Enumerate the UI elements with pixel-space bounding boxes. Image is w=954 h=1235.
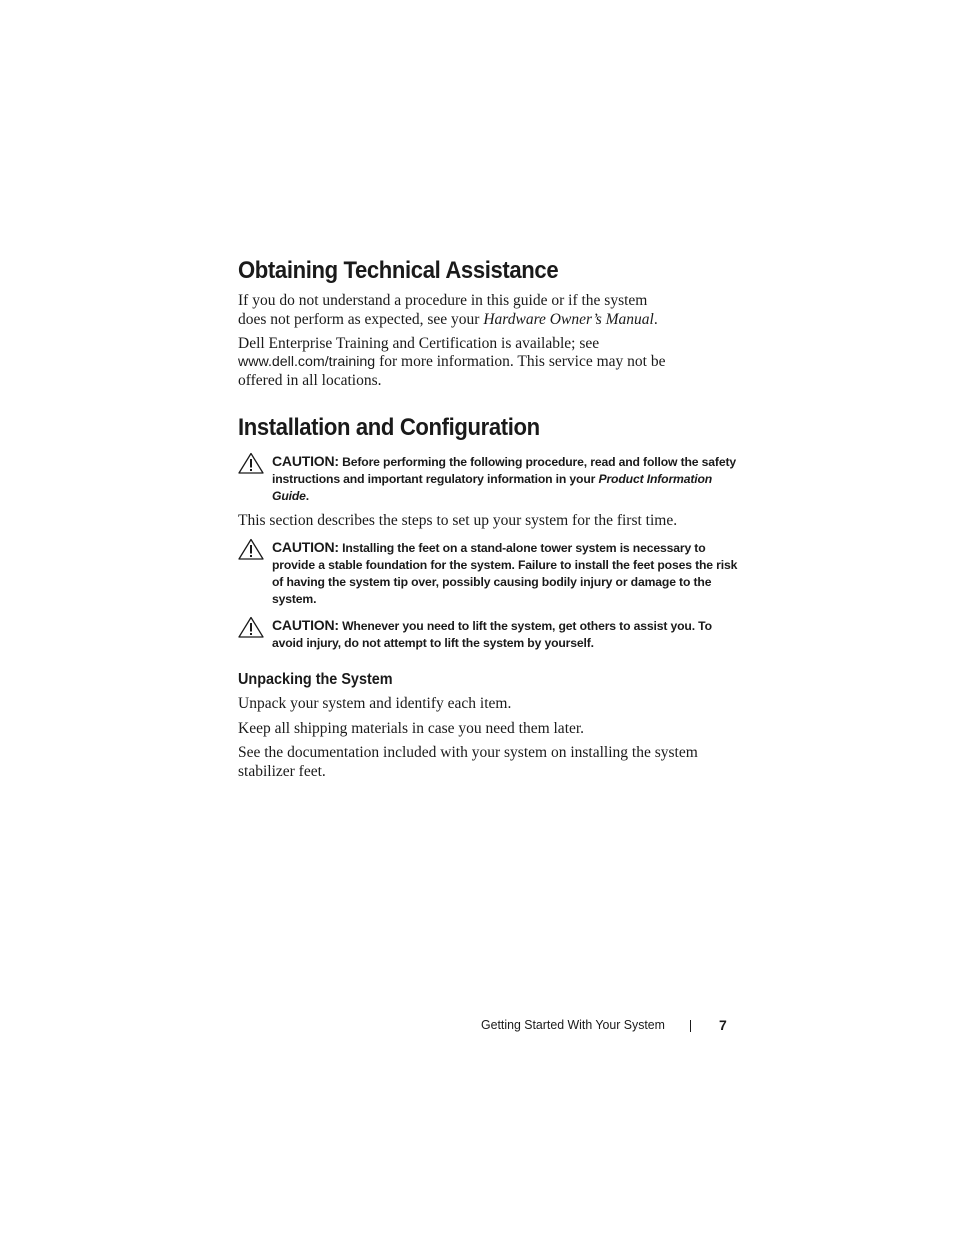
paragraph-owners-manual: [238, 292, 670, 330]
page-number: 7: [719, 1017, 727, 1033]
paragraph-unpack: Unpack your system and identify each item.: [238, 694, 512, 712]
paragraph-text: If you do not understand a procedure in this guide or if the system does not perform as expected, see your: [238, 292, 648, 328]
caution-end: .: [305, 488, 310, 503]
caution-stabilizer-feet: [238, 539, 738, 608]
paragraph-end: .: [653, 310, 658, 328]
caution-safety-instructions: [238, 453, 738, 505]
caution-text: Whenever you need to lift the system, get others to assist you. To avoid injury, do not attempt to lift the system by yourself.: [272, 618, 712, 650]
caution-label: CAUTION:: [272, 452, 339, 469]
caution-label: CAUTION:: [272, 616, 339, 633]
paragraph-keep-materials: Keep all shipping materials in case you need them later.: [238, 719, 585, 737]
warning-triangle-icon: [238, 538, 264, 560]
paragraph-setup-steps: This section describes the steps to set up your system for the first time.: [238, 511, 678, 529]
warning-triangle-icon: [238, 616, 264, 638]
paragraph-text: Dell Enterprise Training and Certification is available; see: [238, 334, 600, 352]
footer-separator: [690, 1020, 691, 1032]
guide-title: Product Information Guide: [272, 471, 713, 503]
paragraph-training: [238, 335, 670, 391]
subsection-title-unpacking: Unpacking the System: [238, 670, 393, 688]
page-content: [238, 253, 738, 782]
section-title-technical-assistance: Obtaining Technical Assistance: [238, 257, 559, 284]
paragraph-end: for more information. This service may not be offered in all locations.: [238, 353, 666, 390]
training-url: www.dell.com/training: [238, 354, 376, 371]
caution-text: Before performing the following procedure, read and follow the safety instructions and important regulatory information in your: [272, 454, 736, 486]
section-title-installation: Installation and Configuration: [238, 413, 540, 441]
paragraph-stabilizer-docs: See the documentation included with your system on installing the system stabilizer feet.: [238, 744, 698, 781]
footer-title: Getting Started With Your System: [481, 1017, 665, 1032]
warning-triangle-icon: [238, 452, 264, 474]
caution-label: CAUTION:: [272, 538, 339, 555]
caution-lifting: [238, 617, 712, 652]
caution-text: Installing the feet on a stand-alone tower system is necessary to provide a stable foundation for the system. Failure to install the feet poses the risk of having the system tip over, possibly causing bodily injury or damage to the system.: [272, 540, 738, 606]
manual-title: Hardware Owner’s Manual: [483, 310, 654, 328]
page-footer: [481, 1014, 741, 1036]
